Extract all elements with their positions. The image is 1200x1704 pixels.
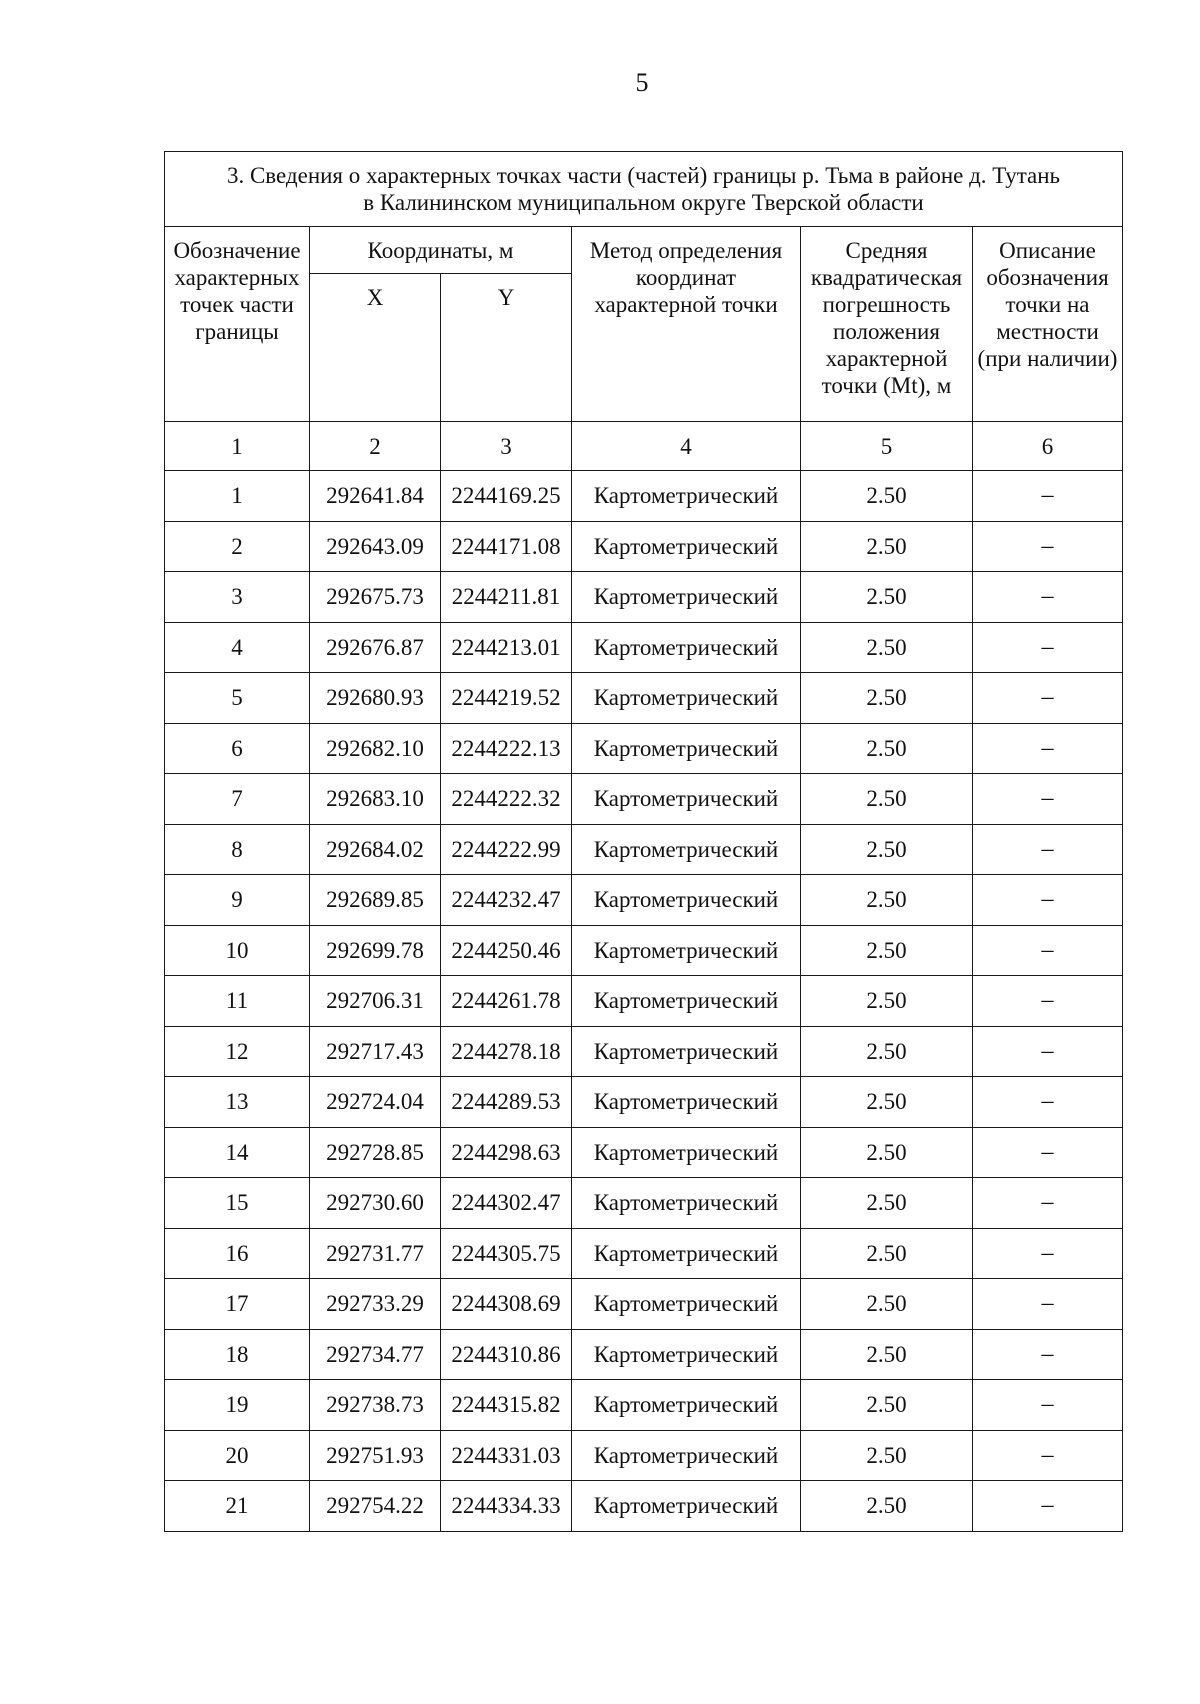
x-coordinate-cell: 292730.60 [310,1178,441,1229]
point-number-cell: 5 [165,673,310,724]
description-cell: – [973,572,1123,623]
description-cell: – [973,774,1123,825]
table-row [165,1481,1123,1532]
y-coordinate-cell: 2244232.47 [441,875,572,926]
method-cell: Картометрический [572,1430,801,1481]
x-coordinate-cell: 292680.93 [310,673,441,724]
column-numbers-row [165,422,1123,471]
y-coordinate-cell: 2244222.13 [441,723,572,774]
table-row [165,774,1123,825]
description-cell: – [973,1026,1123,1077]
y-coordinate-cell: 2244305.75 [441,1228,572,1279]
x-coordinate-cell: 292754.22 [310,1481,441,1532]
description-cell: – [973,622,1123,673]
table-row [165,976,1123,1027]
column-number: 2 [310,422,441,471]
point-number-cell: 7 [165,774,310,825]
table-title-line-2: в Калининском муниципальном округе Тверской области [363,190,924,215]
y-coordinate-cell: 2244222.99 [441,824,572,875]
error-cell: 2.50 [801,1127,973,1178]
header-method: Метод определения координат характерной точки [572,227,801,422]
method-cell: Картометрический [572,622,801,673]
method-cell: Картометрический [572,824,801,875]
x-coordinate-cell: 292738.73 [310,1380,441,1431]
y-coordinate-cell: 2244331.03 [441,1430,572,1481]
table-row [165,572,1123,623]
method-cell: Картометрический [572,572,801,623]
description-cell: – [973,925,1123,976]
description-cell: – [973,824,1123,875]
header-y: Y [441,274,572,422]
point-number-cell: 2 [165,521,310,572]
error-cell: 2.50 [801,723,973,774]
method-cell: Картометрический [572,1380,801,1431]
table-row [165,1380,1123,1431]
method-cell: Картометрический [572,723,801,774]
error-cell: 2.50 [801,1228,973,1279]
method-cell: Картометрический [572,1481,801,1532]
y-coordinate-cell: 2244278.18 [441,1026,572,1077]
x-coordinate-cell: 292684.02 [310,824,441,875]
error-cell: 2.50 [801,1077,973,1128]
y-coordinate-cell: 2244289.53 [441,1077,572,1128]
y-coordinate-cell: 2244298.63 [441,1127,572,1178]
point-number-cell: 4 [165,622,310,673]
description-cell: – [973,1481,1123,1532]
point-number-cell: 15 [165,1178,310,1229]
y-coordinate-cell: 2244302.47 [441,1178,572,1229]
description-cell: – [973,1380,1123,1431]
x-coordinate-cell: 292682.10 [310,723,441,774]
error-cell: 2.50 [801,1430,973,1481]
method-cell: Картометрический [572,875,801,926]
error-cell: 2.50 [801,875,973,926]
method-cell: Картометрический [572,521,801,572]
x-coordinate-cell: 292683.10 [310,774,441,825]
y-coordinate-cell: 2244222.32 [441,774,572,825]
x-coordinate-cell: 292717.43 [310,1026,441,1077]
description-cell: – [973,1178,1123,1229]
method-cell: Картометрический [572,925,801,976]
table-row [165,521,1123,572]
error-cell: 2.50 [801,1279,973,1330]
method-cell: Картометрический [572,1178,801,1229]
header-coordinates: Координаты, м [310,227,572,274]
error-cell: 2.50 [801,824,973,875]
table-row [165,1127,1123,1178]
y-coordinate-cell: 2244219.52 [441,673,572,724]
point-number-cell: 14 [165,1127,310,1178]
error-cell: 2.50 [801,471,973,522]
table-row [165,471,1123,522]
table-title-line-1: 3. Сведения о характерных точках части (частей) границы р. Тьма в районе д. Тутань [226,163,1061,188]
x-coordinate-cell: 292689.85 [310,875,441,926]
table-row [165,1329,1123,1380]
error-cell: 2.50 [801,1380,973,1431]
method-cell: Картометрический [572,1026,801,1077]
x-coordinate-cell: 292676.87 [310,622,441,673]
y-coordinate-cell: 2244310.86 [441,1329,572,1380]
error-cell: 2.50 [801,1329,973,1380]
table-row [165,1430,1123,1481]
table-row [165,1279,1123,1330]
description-cell: – [973,875,1123,926]
description-cell: – [973,1329,1123,1380]
error-cell: 2.50 [801,1026,973,1077]
y-coordinate-cell: 2244213.01 [441,622,572,673]
header-error: Средняя квадратическая погрешность положения характерной точки (Mt), м [801,227,973,422]
x-coordinate-cell: 292675.73 [310,572,441,623]
description-cell: – [973,1279,1123,1330]
table-row [165,723,1123,774]
table-row [165,925,1123,976]
error-cell: 2.50 [801,572,973,623]
x-coordinate-cell: 292731.77 [310,1228,441,1279]
point-number-cell: 18 [165,1329,310,1380]
point-number-cell: 20 [165,1430,310,1481]
x-coordinate-cell: 292733.29 [310,1279,441,1330]
y-coordinate-cell: 2244169.25 [441,471,572,522]
error-cell: 2.50 [801,774,973,825]
point-number-cell: 10 [165,925,310,976]
table-row [165,673,1123,724]
table-row [165,1077,1123,1128]
x-coordinate-cell: 292724.04 [310,1077,441,1128]
table-row [165,622,1123,673]
table-row [165,1228,1123,1279]
description-cell: – [973,723,1123,774]
method-cell: Картометрический [572,1279,801,1330]
y-coordinate-cell: 2244211.81 [441,572,572,623]
error-cell: 2.50 [801,622,973,673]
table-body [165,471,1123,1532]
x-coordinate-cell: 292706.31 [310,976,441,1027]
x-coordinate-cell: 292751.93 [310,1430,441,1481]
point-number-cell: 21 [165,1481,310,1532]
point-number-cell: 3 [165,572,310,623]
method-cell: Картометрический [572,1329,801,1380]
header-x: X [310,274,441,422]
y-coordinate-cell: 2244261.78 [441,976,572,1027]
error-cell: 2.50 [801,925,973,976]
column-number: 6 [973,422,1123,471]
header-point-designation: Обозначение характерных точек части границы [165,227,310,422]
error-cell: 2.50 [801,673,973,724]
description-cell: – [973,976,1123,1027]
point-number-cell: 16 [165,1228,310,1279]
table-row [165,824,1123,875]
point-number-cell: 11 [165,976,310,1027]
header-description: Описание обозначения точки на местности (при наличии) [973,227,1123,422]
x-coordinate-cell: 292699.78 [310,925,441,976]
x-coordinate-cell: 292734.77 [310,1329,441,1380]
description-cell: – [973,471,1123,522]
method-cell: Картометрический [572,471,801,522]
method-cell: Картометрический [572,976,801,1027]
method-cell: Картометрический [572,1127,801,1178]
point-number-cell: 17 [165,1279,310,1330]
column-number: 4 [572,422,801,471]
table-row [165,1026,1123,1077]
column-number: 1 [165,422,310,471]
point-number-cell: 13 [165,1077,310,1128]
error-cell: 2.50 [801,521,973,572]
point-number-cell: 1 [165,471,310,522]
x-coordinate-cell: 292643.09 [310,521,441,572]
y-coordinate-cell: 2244171.08 [441,521,572,572]
description-cell: – [973,1127,1123,1178]
y-coordinate-cell: 2244315.82 [441,1380,572,1431]
method-cell: Картометрический [572,774,801,825]
point-number-cell: 8 [165,824,310,875]
point-number-cell: 12 [165,1026,310,1077]
page-number: 5 [635,68,649,97]
table-row [165,875,1123,926]
description-cell: – [973,1430,1123,1481]
x-coordinate-cell: 292641.84 [310,471,441,522]
table-title [165,152,1123,227]
error-cell: 2.50 [801,976,973,1027]
table-row [165,1178,1123,1229]
y-coordinate-cell: 2244334.33 [441,1481,572,1532]
method-cell: Картометрический [572,1077,801,1128]
y-coordinate-cell: 2244308.69 [441,1279,572,1330]
description-cell: – [973,673,1123,724]
column-number: 3 [441,422,572,471]
error-cell: 2.50 [801,1178,973,1229]
method-cell: Картометрический [572,673,801,724]
x-coordinate-cell: 292728.85 [310,1127,441,1178]
point-number-cell: 9 [165,875,310,926]
description-cell: – [973,1077,1123,1128]
description-cell: – [973,521,1123,572]
description-cell: – [973,1228,1123,1279]
y-coordinate-cell: 2244250.46 [441,925,572,976]
point-number-cell: 6 [165,723,310,774]
column-number: 5 [801,422,973,471]
point-number-cell: 19 [165,1380,310,1431]
method-cell: Картометрический [572,1228,801,1279]
error-cell: 2.50 [801,1481,973,1532]
boundary-points-table [164,151,1123,1532]
